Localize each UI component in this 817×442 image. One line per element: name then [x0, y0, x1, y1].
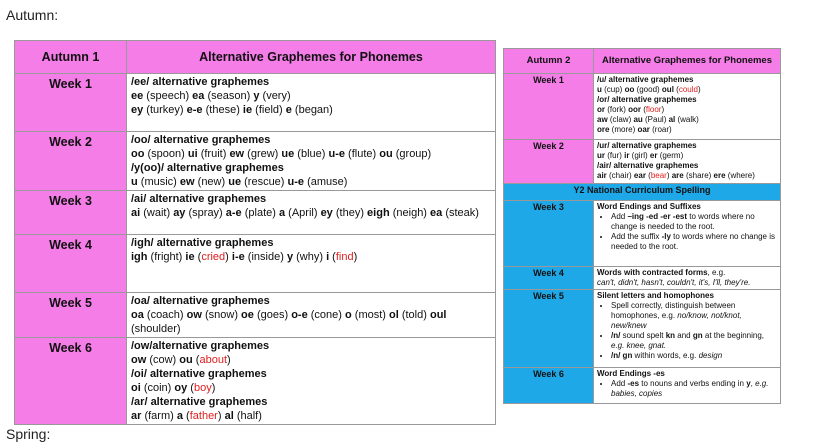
section-heading-autumn: Autumn:: [6, 7, 59, 23]
text-run: (these): [202, 104, 243, 116]
content-line: [597, 75, 777, 85]
week-label: Week 6: [504, 368, 594, 404]
content-line: [131, 206, 491, 220]
text-run: u-e: [287, 176, 305, 188]
text-run: oul: [661, 85, 674, 94]
text-run: /ur/ alternative graphemes: [597, 141, 697, 150]
content-line: [597, 161, 777, 171]
content-line: [131, 381, 491, 395]
text-run: ore: [597, 125, 610, 134]
content-line: [131, 175, 491, 189]
text-run: /u/ alternative graphemes: [597, 75, 694, 84]
text-run: to nouns and verbs ending in: [639, 379, 747, 388]
text-run: design: [698, 351, 723, 360]
text-run: air: [597, 171, 607, 180]
content-line: [131, 103, 491, 117]
text-run: ): [353, 251, 358, 263]
text-run: Words with contracted forms: [597, 268, 708, 277]
text-run: y: [286, 251, 294, 263]
week-content: [127, 191, 496, 235]
text-run: (plate): [241, 207, 279, 219]
text-run: (steak): [442, 207, 479, 219]
text-run: (coach): [143, 309, 187, 321]
text-run: (they): [332, 207, 368, 219]
content-line: [597, 141, 777, 151]
example-word-red: find: [335, 251, 354, 263]
content-line: [597, 171, 777, 181]
content-line: [131, 89, 491, 103]
content-line: [597, 268, 777, 278]
text-run: to words where no change is needed to the root.: [611, 212, 755, 231]
header-topic: Alternative Graphemes for Phonemes: [594, 49, 781, 74]
text-run: (fork): [605, 105, 629, 114]
text-run: (flute): [345, 148, 380, 160]
table-row: [15, 293, 496, 338]
text-run: –ing -ed -er -est: [627, 212, 688, 221]
text-run: /n/ gn: [611, 351, 633, 360]
text-run: (: [641, 105, 646, 114]
text-run: o-e: [291, 309, 308, 321]
text-run: (neigh): [389, 207, 431, 219]
text-run: (fur): [605, 151, 625, 160]
text-run: u-e: [328, 148, 345, 160]
text-run: al: [668, 115, 676, 124]
content-line: [131, 250, 491, 264]
text-run: (chair): [606, 171, 634, 180]
text-run: (fruit): [197, 148, 230, 160]
content-line: [597, 105, 777, 115]
content-line: [597, 125, 777, 135]
week-label: Week 3: [504, 201, 594, 267]
text-run: sound spelt: [620, 331, 666, 340]
text-run: e: [285, 104, 292, 116]
text-run: ar: [131, 410, 142, 422]
band-row: [504, 184, 781, 201]
text-run: (rescue): [241, 176, 288, 188]
text-run: (why): [293, 251, 327, 263]
table-header-row: [504, 49, 781, 74]
content-line: [131, 192, 491, 206]
text-run: au: [633, 115, 643, 124]
text-run: ui: [187, 148, 198, 160]
text-run: e.g. babies, copies: [611, 379, 769, 398]
text-run: i: [326, 251, 330, 263]
text-run: no/know, not/knot, new/knew: [611, 311, 742, 330]
text-run: (grew): [244, 148, 282, 160]
content-line: [131, 75, 491, 89]
bullet-item: [611, 331, 777, 351]
text-run: or: [597, 105, 605, 114]
text-run: ol: [389, 309, 399, 321]
text-run: igh: [131, 251, 148, 263]
week-title: Word Endings and Suffixes: [597, 202, 701, 211]
text-run: /ar/ alternative graphemes: [131, 396, 268, 408]
text-run: (began): [291, 104, 333, 116]
text-run: gn: [692, 331, 703, 340]
week-content: [594, 201, 781, 267]
text-run: (cone): [307, 309, 345, 321]
content-line: [131, 147, 491, 161]
example-word-red: floor: [645, 105, 662, 114]
text-run: y: [253, 90, 260, 102]
text-run: (walk): [675, 115, 699, 124]
text-run: (Paul): [642, 115, 669, 124]
text-run: ou: [179, 354, 193, 366]
text-run: (wait): [140, 207, 174, 219]
text-run: oar: [637, 125, 650, 134]
text-run: (most): [351, 309, 389, 321]
week-label: Week 5: [504, 290, 594, 368]
text-run: (music): [137, 176, 180, 188]
text-run: Add: [611, 379, 628, 388]
example-word-red: about: [199, 354, 227, 366]
text-run: (germ): [657, 151, 684, 160]
text-run: ): [666, 171, 672, 180]
text-run: (April): [285, 207, 321, 219]
text-run: Add the suffix: [611, 232, 662, 241]
text-run: are: [671, 171, 684, 180]
text-run: to words where no change is needed to the root.: [611, 232, 775, 251]
table-row: [504, 267, 781, 290]
text-run: ue: [281, 148, 295, 160]
text-run: o: [344, 309, 352, 321]
week-title: Silent letters and homophones: [597, 291, 714, 300]
text-run: (good): [634, 85, 662, 94]
text-run: er: [649, 151, 658, 160]
text-run: ey: [320, 207, 333, 219]
text-run: oul: [429, 309, 447, 321]
text-run: ear: [633, 171, 646, 180]
content-line: [131, 395, 491, 409]
week-label: Week 6: [15, 338, 127, 425]
text-run: (girl): [629, 151, 650, 160]
text-run: ey: [131, 104, 144, 116]
text-run: ew: [229, 148, 245, 160]
text-run: oi: [131, 382, 141, 394]
text-run: (shoulder): [131, 323, 181, 335]
text-run: (: [645, 171, 651, 180]
text-run: (very): [259, 90, 291, 102]
week-content: [127, 338, 496, 425]
table-row: [15, 235, 496, 293]
week-label: Week 3: [15, 191, 127, 235]
text-run: ): [225, 251, 232, 263]
text-run: ea: [430, 207, 443, 219]
text-run: (spray): [185, 207, 226, 219]
text-run: ): [661, 105, 665, 114]
bullet-item: [611, 301, 777, 331]
content-line: [597, 151, 777, 161]
text-run: ur: [597, 151, 605, 160]
text-run: u: [597, 85, 602, 94]
text-run: and: [675, 331, 693, 340]
text-run: /ai/ alternative graphemes: [131, 193, 267, 205]
bullet-list: [597, 212, 777, 252]
text-run: (cow): [146, 354, 180, 366]
text-run: (farm): [141, 410, 177, 422]
example-word-red: bear: [650, 171, 667, 180]
table-header-row: [15, 41, 496, 74]
autumn-1-table: [14, 40, 496, 425]
week-content: [127, 293, 496, 338]
text-run: a-e: [225, 207, 242, 219]
autumn-2-table: [503, 48, 781, 404]
text-run: y: [746, 379, 751, 388]
table-row: [15, 191, 496, 235]
content-line: [597, 95, 777, 105]
table-row: [15, 132, 496, 191]
table-row: [15, 74, 496, 132]
content-line: [131, 133, 491, 147]
week-label: Week 1: [15, 74, 127, 132]
text-run: Add: [611, 212, 628, 221]
text-run: al: [224, 410, 234, 422]
bullet-list: [597, 379, 777, 399]
week-label: Week 4: [15, 235, 127, 293]
text-run: i-e: [231, 251, 245, 263]
text-run: /igh/ alternative graphemes: [131, 237, 274, 249]
text-run: aw: [597, 115, 608, 124]
text-run: /oo/ alternative graphemes: [131, 134, 271, 146]
table-row: [504, 74, 781, 140]
text-run: /ee/ alternative graphemes: [131, 76, 270, 88]
content-line: [597, 115, 777, 125]
text-run: eigh: [367, 207, 390, 219]
text-run: (blue): [294, 148, 329, 160]
text-run: ow: [186, 309, 202, 321]
week-title: Word Endings -es: [597, 369, 665, 378]
week-content: [594, 74, 781, 140]
text-run: (speech): [143, 90, 193, 102]
week-content: [594, 267, 781, 290]
text-run: ir: [624, 151, 630, 160]
content-line: [131, 161, 491, 175]
text-run: (turkey): [143, 104, 187, 116]
text-run: (group): [392, 148, 432, 160]
content-line: [597, 85, 777, 95]
text-run: (: [194, 251, 202, 263]
text-run: e-e: [186, 104, 203, 116]
table-row: [15, 338, 496, 425]
week-content: [127, 132, 496, 191]
text-run: /or/ alternative graphemes: [597, 95, 697, 104]
text-run: , e.g.: [707, 268, 726, 277]
example-word-red: could: [678, 85, 698, 94]
text-run: -es: [627, 379, 640, 388]
text-run: (: [192, 354, 200, 366]
text-run: oo: [131, 148, 145, 160]
content-line: [131, 339, 491, 353]
text-run: within words, e.g.: [632, 351, 699, 360]
content-line: [131, 353, 491, 367]
text-run: (: [187, 382, 194, 394]
header-topic: Alternative Graphemes for Phonemes: [127, 41, 496, 74]
text-run: u: [131, 176, 138, 188]
content-line: [131, 367, 491, 381]
text-run: (fright): [147, 251, 186, 263]
text-run: kn: [665, 331, 676, 340]
week-label: Week 5: [15, 293, 127, 338]
curriculum-band-title: Y2 National Curriculum Spelling: [504, 184, 781, 201]
text-run: ie: [242, 104, 253, 116]
text-run: oor: [628, 105, 641, 114]
week-content: [594, 368, 781, 404]
text-run: (: [329, 251, 336, 263]
text-run: /oa/ alternative graphemes: [131, 295, 270, 307]
text-run: /ow/alternative graphemes: [131, 340, 270, 352]
text-run: (: [182, 410, 190, 422]
text-run: (cup): [601, 85, 625, 94]
text-run: ere: [713, 171, 726, 180]
section-heading-spring: Spring:: [6, 426, 51, 442]
bullet-list: [597, 301, 777, 361]
text-run: ou: [379, 148, 393, 160]
content-line: [597, 278, 777, 288]
text-run: ai: [131, 207, 141, 219]
text-run: ): [211, 382, 216, 394]
text-run: e.g. knee, gnat.: [611, 341, 667, 350]
text-run: /n/: [611, 331, 621, 340]
week-label: Week 2: [15, 132, 127, 191]
text-run: (claw): [607, 115, 634, 124]
content-line: [131, 409, 491, 423]
text-run: (roar): [649, 125, 672, 134]
text-run: (coin): [140, 382, 175, 394]
week-content: [127, 74, 496, 132]
text-run: ): [227, 354, 231, 366]
header-term: Autumn 1: [15, 41, 127, 74]
text-run: ): [697, 85, 701, 94]
text-run: /y(oo)/ alternative graphemes: [131, 162, 284, 174]
text-run: (new): [194, 176, 229, 188]
text-run: oy: [174, 382, 188, 394]
text-run: oa: [131, 309, 144, 321]
table-row: [504, 140, 781, 184]
text-run: ow: [131, 354, 147, 366]
text-run: (spoon): [144, 148, 188, 160]
text-run: oo: [624, 85, 635, 94]
text-run: (share): [683, 171, 714, 180]
text-run: can't, didn't, hasn't, couldn't, it's, I'll, they're.: [597, 278, 751, 287]
text-run: /oi/ alternative graphemes: [131, 368, 267, 380]
text-run: a: [176, 410, 183, 422]
example-word-red: father: [189, 410, 218, 422]
bullet-item: [611, 379, 777, 399]
week-content: [594, 140, 781, 184]
text-run: (field): [252, 104, 286, 116]
text-run: (goes): [253, 309, 292, 321]
text-run: (: [673, 85, 679, 94]
example-word-red: cried: [201, 251, 226, 263]
text-run: (snow): [201, 309, 242, 321]
text-run: ay: [173, 207, 186, 219]
text-run: (told): [398, 309, 430, 321]
text-run: ): [217, 410, 225, 422]
text-run: ,: [750, 379, 756, 388]
week-label: Week 4: [504, 267, 594, 290]
content-line: [131, 308, 491, 336]
text-run: (more): [609, 125, 638, 134]
table-row: [504, 201, 781, 267]
text-run: ee: [131, 90, 144, 102]
week-label: Week 1: [504, 74, 594, 140]
table-row: [504, 290, 781, 368]
header-term: Autumn 2: [504, 49, 594, 74]
text-run: (half): [233, 410, 262, 422]
text-run: ew: [179, 176, 195, 188]
text-run: ea: [192, 90, 205, 102]
bullet-item: [611, 351, 777, 361]
text-run: /air/ alternative graphemes: [597, 161, 699, 170]
text-run: a: [278, 207, 286, 219]
text-run: at the beginning,: [702, 331, 765, 340]
text-run: oe: [241, 309, 254, 321]
text-run: (inside): [244, 251, 287, 263]
table-row: [504, 368, 781, 404]
text-run: ue: [228, 176, 242, 188]
text-run: (season): [204, 90, 254, 102]
text-run: ie: [185, 251, 195, 263]
content-line: [131, 236, 491, 250]
text-run: Spell correctly, distinguish between homophones, e.g.: [611, 301, 736, 320]
text-run: (amuse): [304, 176, 348, 188]
bullet-item: [611, 212, 777, 232]
text-run: -ly: [661, 232, 671, 241]
bullet-item: [611, 232, 777, 252]
example-word-red: boy: [193, 382, 212, 394]
week-label: Week 2: [504, 140, 594, 184]
week-content: [127, 235, 496, 293]
week-content: [594, 290, 781, 368]
text-run: (where): [725, 171, 755, 180]
content-line: [131, 294, 491, 308]
